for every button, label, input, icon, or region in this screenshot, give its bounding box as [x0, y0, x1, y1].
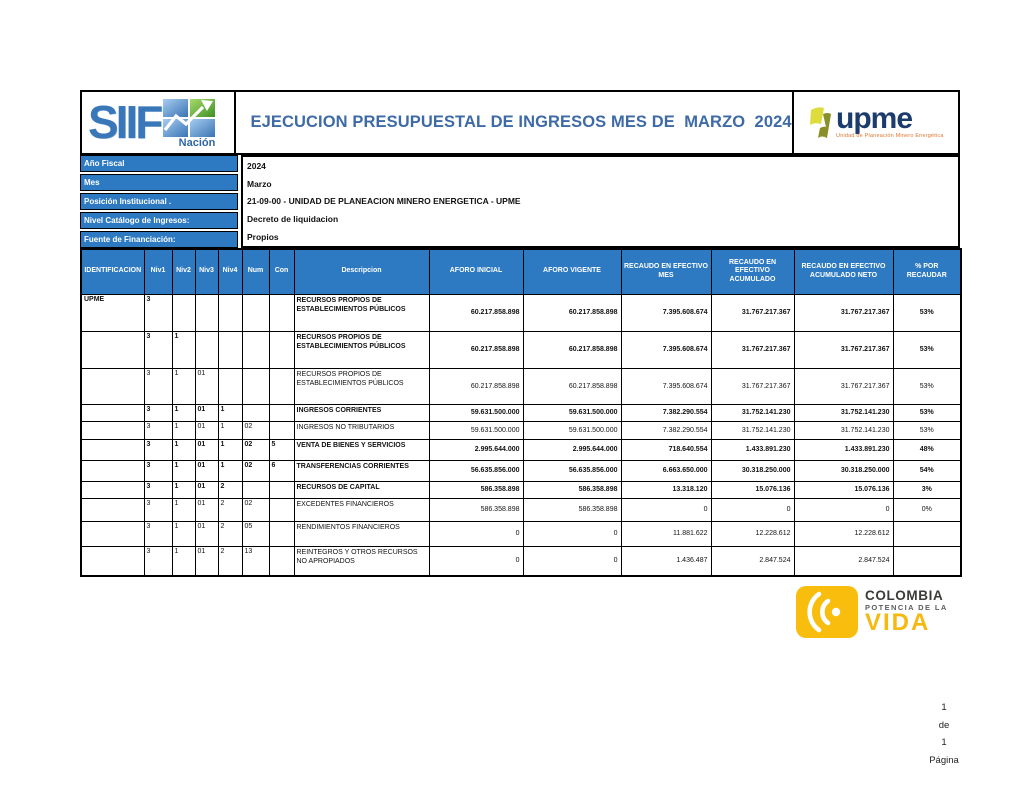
- cell-con: [269, 498, 294, 521]
- cell-recaudo-acumulado-neto: 31.752.141.230: [794, 421, 893, 439]
- cell-descripcion: INGRESOS CORRIENTES: [294, 404, 429, 421]
- cell-con: [269, 404, 294, 421]
- cell-niv1: 3: [144, 331, 172, 368]
- info-field-label: Mes: [80, 174, 238, 191]
- siif-logo: [80, 90, 236, 155]
- cell-recaudo-acumulado: 31.752.141.230: [711, 404, 794, 421]
- info-field-value: 2024: [247, 160, 266, 171]
- cell-niv1: 3: [144, 498, 172, 521]
- cell-recaudo-acumulado: 2.847.524: [711, 546, 794, 576]
- cell-recaudo-acumulado-neto: 31.752.141.230: [794, 404, 893, 421]
- cell-aforo-inicial: 2.995.644.000: [429, 439, 523, 460]
- column-header: Niv4: [218, 249, 242, 294]
- info-labels: [80, 155, 238, 248]
- column-header: AFORO VIGENTE: [523, 249, 621, 294]
- cell-niv2: 1: [172, 546, 195, 576]
- cell-identificacion: [81, 521, 144, 546]
- cell-niv3: 01: [195, 481, 218, 498]
- cell-identificacion: [81, 498, 144, 521]
- cell-recaudo-acumulado-neto: 0: [794, 498, 893, 521]
- cell-niv1: 3: [144, 521, 172, 546]
- cell-identificacion: [81, 481, 144, 498]
- cell-recaudo-mes: 7.395.608.674: [621, 368, 711, 404]
- table-row: [81, 460, 961, 481]
- cell-niv1: 3: [144, 546, 172, 576]
- cell-aforo-vigente: 0: [523, 546, 621, 576]
- cell-niv3: 01: [195, 460, 218, 481]
- cell-con: 5: [269, 439, 294, 460]
- cell-aforo-vigente: 0: [523, 521, 621, 546]
- cell-por-recaudar: 48%: [893, 439, 961, 460]
- cell-recaudo-acumulado: 31.767.217.367: [711, 331, 794, 368]
- siif-logo-text: SIIF: [88, 95, 161, 148]
- cell-num: 05: [242, 521, 269, 546]
- cell-num: 02: [242, 421, 269, 439]
- column-header: Con: [269, 249, 294, 294]
- cell-num: [242, 481, 269, 498]
- cell-recaudo-acumulado-neto: 31.767.217.367: [794, 294, 893, 331]
- cell-recaudo-acumulado-neto: 31.767.217.367: [794, 368, 893, 404]
- cell-niv1: 3: [144, 439, 172, 460]
- page-number-block: [912, 699, 976, 769]
- cell-niv1: 3: [144, 368, 172, 404]
- cell-aforo-inicial: 586.358.898: [429, 481, 523, 498]
- page-number-label: Página: [929, 754, 959, 766]
- cell-recaudo-mes: 13.318.120: [621, 481, 711, 498]
- cell-niv4: 1: [218, 404, 242, 421]
- cell-niv4: [218, 294, 242, 331]
- cell-aforo-inicial: 0: [429, 546, 523, 576]
- cell-recaudo-acumulado-neto: 30.318.250.000: [794, 460, 893, 481]
- table-row: [81, 368, 961, 404]
- upme-logo-text: upme: [836, 101, 913, 135]
- cell-con: [269, 546, 294, 576]
- colombia-logo-line1: COLOMBIA: [865, 588, 944, 604]
- cell-recaudo-acumulado-neto: 31.767.217.367: [794, 331, 893, 368]
- cell-identificacion: [81, 546, 144, 576]
- column-header: Descripcion: [294, 249, 429, 294]
- colombia-logo-line2: POTENCIA DE LA: [865, 603, 948, 613]
- cell-con: 6: [269, 460, 294, 481]
- cell-aforo-vigente: 60.217.858.898: [523, 331, 621, 368]
- column-header: IDENTIFICACION: [81, 249, 144, 294]
- info-field-value: Decreto de liquidacion: [247, 214, 339, 225]
- table-row: [81, 439, 961, 460]
- cell-niv2: 1: [172, 481, 195, 498]
- cell-aforo-vigente: 2.995.644.000: [523, 439, 621, 460]
- page-number-current: 1: [941, 702, 947, 713]
- cell-num: [242, 368, 269, 404]
- cell-niv4: 2: [218, 546, 242, 576]
- cell-descripcion: INGRESOS NO TRIBUTARIOS: [294, 421, 429, 439]
- cell-con: [269, 368, 294, 404]
- cell-niv2: 1: [172, 521, 195, 546]
- cell-aforo-vigente: 56.635.856.000: [523, 460, 621, 481]
- cell-niv3: 01: [195, 546, 218, 576]
- cell-por-recaudar: [893, 521, 961, 546]
- cell-aforo-inicial: 59.631.500.000: [429, 421, 523, 439]
- cell-descripcion: RECURSOS PROPIOS DE ESTABLECIMIENTOS PÚBLICOS: [294, 294, 429, 331]
- column-header: Num: [242, 249, 269, 294]
- table-row: [81, 421, 961, 439]
- cell-niv1: 3: [144, 460, 172, 481]
- cell-con: [269, 421, 294, 439]
- cell-niv4: [218, 331, 242, 368]
- cell-niv4: 2: [218, 521, 242, 546]
- cell-aforo-vigente: 586.358.898: [523, 481, 621, 498]
- info-field-label: Año Fiscal: [80, 155, 238, 172]
- cell-aforo-inicial: 60.217.858.898: [429, 294, 523, 331]
- cell-recaudo-mes: 0: [621, 498, 711, 521]
- cell-descripcion: RECURSOS PROPIOS DE ESTABLECIMIENTOS PÚBLICOS: [294, 368, 429, 404]
- cell-identificacion: UPME: [81, 294, 144, 331]
- column-header: Niv3: [195, 249, 218, 294]
- cell-niv4: 1: [218, 439, 242, 460]
- cell-num: 02: [242, 498, 269, 521]
- page-number-total: 1: [941, 737, 947, 748]
- cell-niv4: 1: [218, 421, 242, 439]
- cell-descripcion: TRANSFERENCIAS CORRIENTES: [294, 460, 429, 481]
- cell-aforo-vigente: 60.217.858.898: [523, 368, 621, 404]
- title-cell: [234, 90, 794, 155]
- cell-aforo-inicial: 0: [429, 521, 523, 546]
- cell-niv2: [172, 294, 195, 331]
- cell-aforo-inicial: 60.217.858.898: [429, 331, 523, 368]
- cell-recaudo-acumulado: 0: [711, 498, 794, 521]
- cell-niv4: 1: [218, 460, 242, 481]
- cell-num: 13: [242, 546, 269, 576]
- cell-niv1: 3: [144, 421, 172, 439]
- cell-recaudo-acumulado: 30.318.250.000: [711, 460, 794, 481]
- cell-recaudo-mes: 718.640.554: [621, 439, 711, 460]
- cell-niv2: 1: [172, 439, 195, 460]
- info-field-value: 21-09-00 - UNIDAD DE PLANEACION MINERO ENERGETICA - UPME: [247, 196, 521, 207]
- cell-niv4: 2: [218, 498, 242, 521]
- table-header-row: [81, 249, 961, 294]
- cell-recaudo-mes: 7.395.608.674: [621, 294, 711, 331]
- cell-por-recaudar: 53%: [893, 331, 961, 368]
- cell-recaudo-acumulado: 31.767.217.367: [711, 368, 794, 404]
- column-header: RECAUDO EN EFECTIVO ACUMULADO: [711, 249, 794, 294]
- cell-identificacion: [81, 331, 144, 368]
- cell-niv3: 01: [195, 439, 218, 460]
- cell-con: [269, 481, 294, 498]
- cell-identificacion: [81, 368, 144, 404]
- siif-logo-subtext: Nación: [178, 136, 216, 149]
- cell-recaudo-mes: 11.881.622: [621, 521, 711, 546]
- cell-identificacion: [81, 404, 144, 421]
- report-header-band: [80, 90, 960, 155]
- cell-num: [242, 404, 269, 421]
- cell-aforo-inicial: 60.217.858.898: [429, 368, 523, 404]
- cell-aforo-inicial: 56.635.856.000: [429, 460, 523, 481]
- cell-recaudo-mes: 1.436.487: [621, 546, 711, 576]
- cell-niv3: 01: [195, 421, 218, 439]
- cell-niv2: 1: [172, 421, 195, 439]
- table-row: [81, 331, 961, 368]
- cell-aforo-vigente: 586.358.898: [523, 498, 621, 521]
- cell-aforo-inicial: 59.631.500.000: [429, 404, 523, 421]
- cell-num: 02: [242, 439, 269, 460]
- cell-recaudo-acumulado: 15.076.136: [711, 481, 794, 498]
- cell-descripcion: RENDIMIENTOS FINANCIEROS: [294, 521, 429, 546]
- cell-aforo-vigente: 59.631.500.000: [523, 421, 621, 439]
- cell-recaudo-acumulado-neto: 1.433.891.230: [794, 439, 893, 460]
- column-header: Niv1: [144, 249, 172, 294]
- cell-recaudo-acumulado-neto: 12.228.612: [794, 521, 893, 546]
- cell-recaudo-acumulado-neto: 2.847.524: [794, 546, 893, 576]
- cell-por-recaudar: 53%: [893, 294, 961, 331]
- cell-por-recaudar: 53%: [893, 404, 961, 421]
- cell-niv3: [195, 331, 218, 368]
- cell-niv1: 3: [144, 404, 172, 421]
- cell-niv3: 01: [195, 498, 218, 521]
- cell-por-recaudar: 0%: [893, 498, 961, 521]
- table-row: [81, 404, 961, 421]
- column-header: Niv2: [172, 249, 195, 294]
- report-info-band: [80, 155, 960, 248]
- cell-recaudo-mes: 7.382.290.554: [621, 421, 711, 439]
- cell-identificacion: [81, 421, 144, 439]
- page-number-of: de: [938, 719, 950, 731]
- colombia-logo-line3: VIDA: [865, 609, 931, 637]
- cell-niv1: 3: [144, 294, 172, 331]
- cell-recaudo-mes: 6.663.650.000: [621, 460, 711, 481]
- cell-recaudo-mes: 7.382.290.554: [621, 404, 711, 421]
- column-header: AFORO INICIAL: [429, 249, 523, 294]
- info-field-label: Posición Institucional .: [80, 193, 238, 210]
- cell-identificacion: [81, 439, 144, 460]
- cell-niv2: 1: [172, 460, 195, 481]
- cell-niv3: 01: [195, 368, 218, 404]
- colombia-waves-icon: [796, 586, 858, 638]
- colombia-logo: [796, 586, 948, 638]
- cell-niv3: 01: [195, 404, 218, 421]
- cell-con: [269, 521, 294, 546]
- cell-niv2: 1: [172, 368, 195, 404]
- column-header: % POR RECAUDAR: [893, 249, 961, 294]
- page-title: EJECUCION PRESUPUESTAL DE INGRESOS MES DE MARZO 2024: [250, 113, 792, 131]
- table-row: [81, 521, 961, 546]
- upme-logo: [792, 90, 960, 155]
- cell-descripcion: RECURSOS PROPIOS DE ESTABLECIMIENTOS PÚBLICOS: [294, 331, 429, 368]
- cell-descripcion: REINTEGROS Y OTROS RECURSOS NO APROPIADOS: [294, 546, 429, 576]
- cell-recaudo-acumulado: 12.228.612: [711, 521, 794, 546]
- cell-recaudo-acumulado: 31.767.217.367: [711, 294, 794, 331]
- cell-identificacion: [81, 460, 144, 481]
- cell-por-recaudar: 53%: [893, 421, 961, 439]
- cell-descripcion: EXCEDENTES FINANCIEROS: [294, 498, 429, 521]
- table-row: [81, 481, 961, 498]
- cell-niv2: 1: [172, 498, 195, 521]
- cell-aforo-vigente: 59.631.500.000: [523, 404, 621, 421]
- cell-recaudo-acumulado: 1.433.891.230: [711, 439, 794, 460]
- info-field-value: Marzo: [247, 178, 272, 189]
- info-field-label: Nivel Catálogo de Ingresos:: [80, 212, 238, 229]
- cell-recaudo-mes: 7.395.608.674: [621, 331, 711, 368]
- cell-niv4: 2: [218, 481, 242, 498]
- cell-recaudo-acumulado: 31.752.141.230: [711, 421, 794, 439]
- cell-descripcion: VENTA DE BIENES Y SERVICIOS: [294, 439, 429, 460]
- cell-niv1: 3: [144, 481, 172, 498]
- table-row: [81, 498, 961, 521]
- cell-niv3: [195, 294, 218, 331]
- table-row: [81, 546, 961, 576]
- report-document: [80, 90, 960, 637]
- upme-icon: [808, 106, 832, 140]
- cell-por-recaudar: 3%: [893, 481, 961, 498]
- budget-table: [80, 248, 962, 577]
- cell-recaudo-acumulado-neto: 15.076.136: [794, 481, 893, 498]
- cell-aforo-vigente: 60.217.858.898: [523, 294, 621, 331]
- cell-por-recaudar: 54%: [893, 460, 961, 481]
- cell-num: [242, 331, 269, 368]
- column-header: RECAUDO EN EFECTIVO MES: [621, 249, 711, 294]
- cell-con: [269, 294, 294, 331]
- siif-grid-icon: [163, 99, 215, 137]
- cell-aforo-inicial: 586.358.898: [429, 498, 523, 521]
- cell-niv3: 01: [195, 521, 218, 546]
- column-header: RECAUDO EN EFECTIVO ACUMULADO NETO: [794, 249, 893, 294]
- cell-niv2: 1: [172, 331, 195, 368]
- info-field-value: Propios: [247, 232, 279, 243]
- cell-por-recaudar: 53%: [893, 368, 961, 404]
- info-field-label: Fuente de Financiación:: [80, 231, 238, 248]
- cell-num: [242, 294, 269, 331]
- cell-por-recaudar: [893, 546, 961, 576]
- table-row: [81, 294, 961, 331]
- upme-logo-subtext: Unidad de Planeación Minero Energética: [836, 133, 944, 139]
- cell-niv4: [218, 368, 242, 404]
- cell-con: [269, 331, 294, 368]
- cell-niv2: 1: [172, 404, 195, 421]
- info-values: [241, 155, 960, 248]
- cell-num: 02: [242, 460, 269, 481]
- cell-descripcion: RECURSOS DE CAPITAL: [294, 481, 429, 498]
